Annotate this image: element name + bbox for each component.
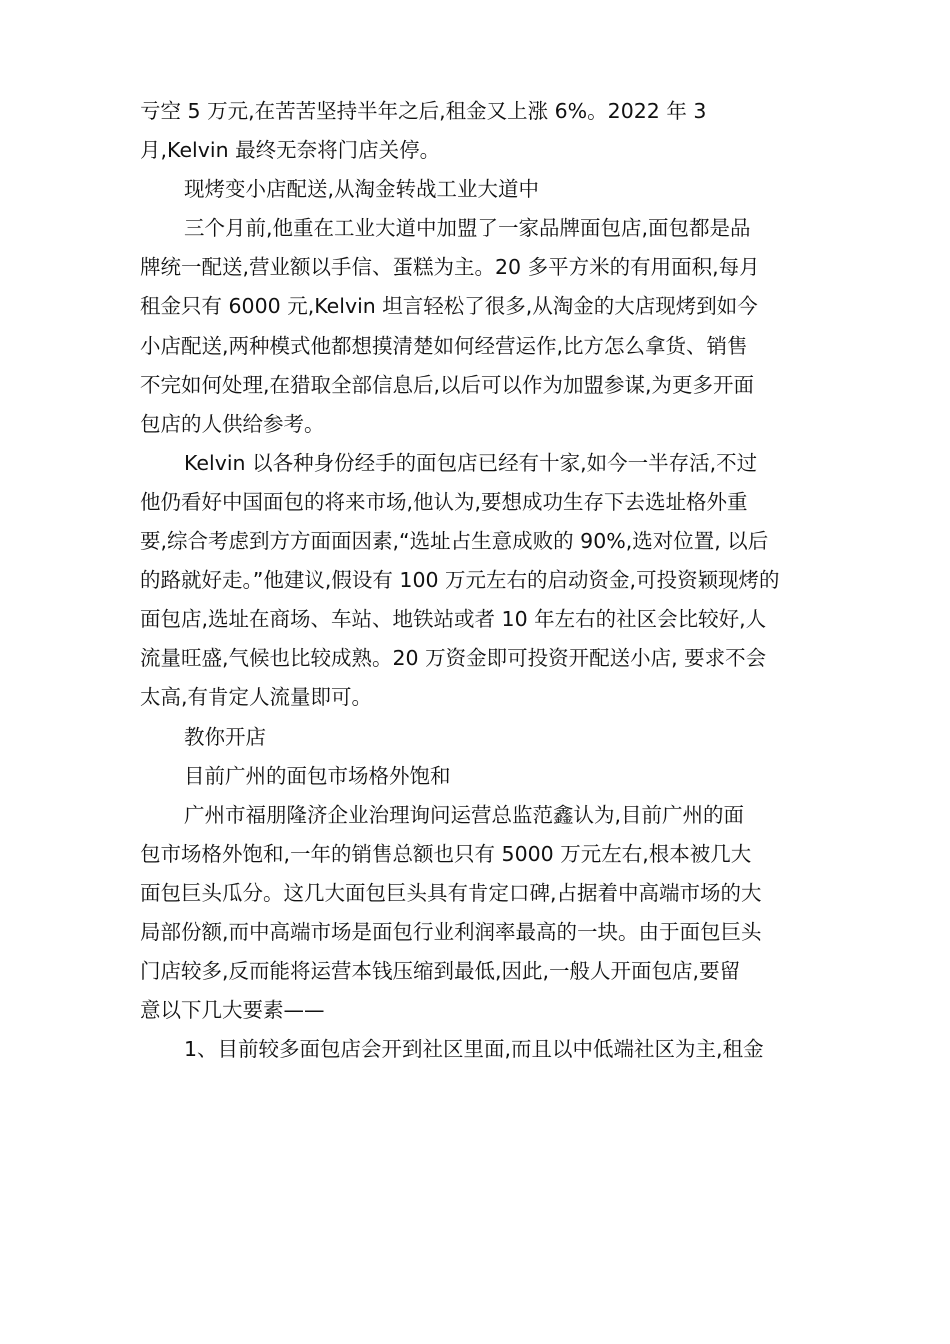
- text-line: 局部份额,而中高端市场是面包行业利润率最高的一块。由于面包巨头: [140, 919, 762, 944]
- text-line: 月,Kelvin 最终无奈将门店关停。: [140, 138, 441, 163]
- text-line: 牌统一配送,营业额以手信、蛋糕为主。20 多平方米的有用面积,每月: [140, 255, 760, 280]
- text-line: 流量旺盛,气候也比较成熟。20 万资金即可投资开配送小店, 要求不会: [140, 646, 767, 671]
- text-line: 要,综合考虑到方方面面因素,“选址占生意成败的 90%,选对位置, 以后: [140, 529, 769, 554]
- text-line: 意以下几大要素——: [140, 998, 325, 1023]
- text-line: 小店配送,两种模式他都想摸清楚如何经营运作,比方怎么拿货、销售: [140, 333, 748, 358]
- text-line: 面包巨头瓜分。这几大面包巨头具有肯定口碑,占据着中高端市场的大: [140, 880, 762, 905]
- document-body: [140, 92, 820, 1069]
- text-line: 不完如何处理,在猎取全部信息后,以后可以作为加盟参谋,为更多开面: [140, 372, 755, 397]
- text-line: 目前广州的面包市场格外饱和: [184, 763, 451, 788]
- text-line: 包市场格外饱和,一年的销售总额也只有 5000 万元左右,根本被几大: [140, 841, 752, 866]
- text-line: 包店的人供给参考。: [140, 411, 325, 436]
- text-line: 租金只有 6000 元,Kelvin 坦言轻松了很多,从淘金的大店现烤到如今: [140, 294, 758, 319]
- text-line: 太高,有肯定人流量即可。: [140, 685, 373, 710]
- text-line: Kelvin 以各种身份经手的面包店已经有十家,如今一半存活,不过: [184, 450, 758, 475]
- text-line: 的路就好走。”他建议,假设有 100 万元左右的启动资金,可投资颖现烤的: [140, 568, 780, 593]
- text-line: 三个月前,他重在工业大道中加盟了一家品牌面包店,面包都是品: [184, 216, 751, 241]
- text-line: 现烤变小店配送,从淘金转战工业大道中: [184, 177, 540, 202]
- text-line: 面包店,选址在商场、车站、地铁站或者 10 年左右的社区会比较好,人: [140, 607, 767, 632]
- text-line: 门店较多,反而能将运营本钱压缩到最低,因此,一般人开面包店,要留: [140, 959, 741, 984]
- text-line: 教你开店: [184, 724, 266, 749]
- text-line: 他仍看好中国面包的将来市场,他认为,要想成功生存下去选址格外重: [140, 489, 748, 514]
- text-line: 1、目前较多面包店会开到社区里面,而且以中低端社区为主,租金: [184, 1037, 764, 1062]
- text-line: 亏空 5 万元,在苦苦坚持半年之后,租金又上涨 6%。2022 年 3: [140, 99, 707, 123]
- text-line: 广州市福朋隆济企业治理询问运营总监范鑫认为,目前广州的面: [184, 802, 745, 827]
